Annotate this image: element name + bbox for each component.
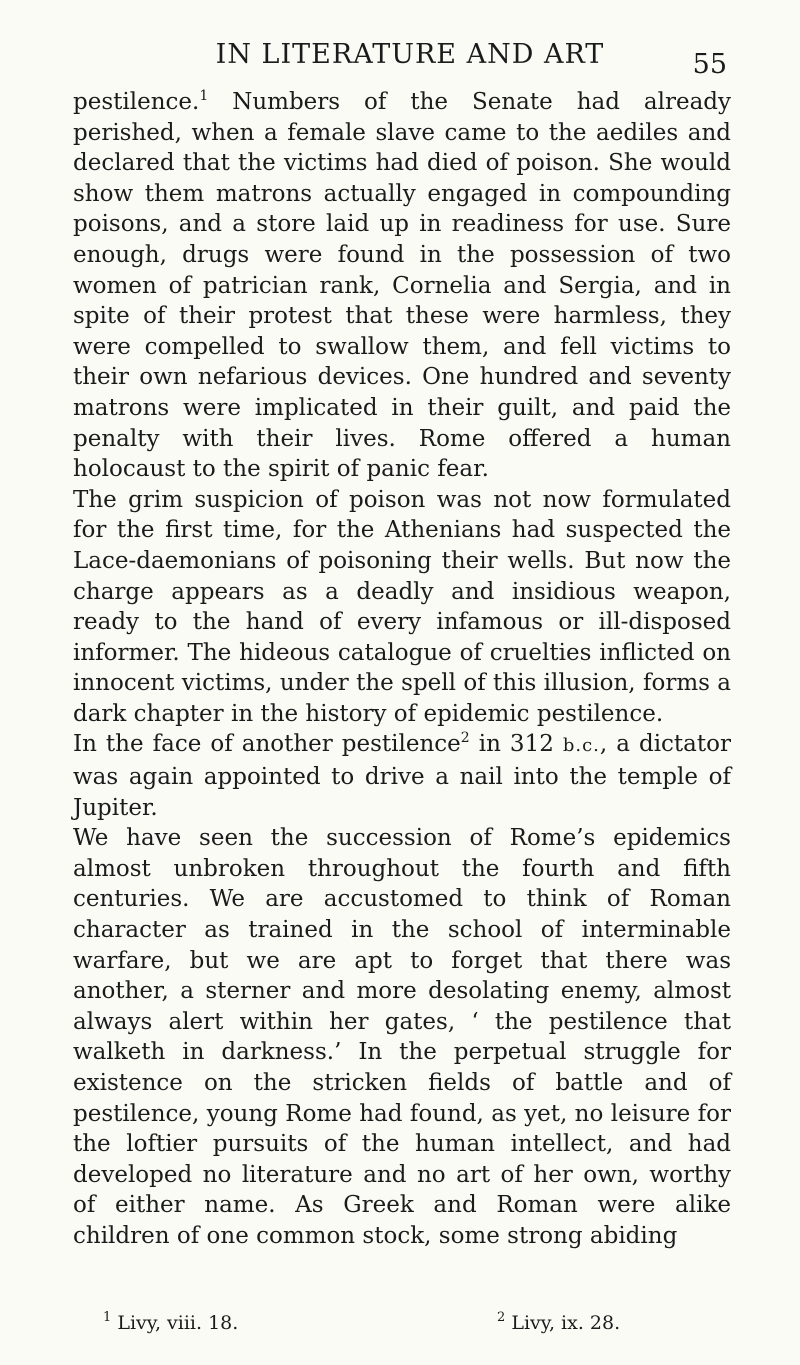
footnote-ref-2: 2 — [460, 730, 470, 747]
paragraph-3 — [73, 729, 731, 823]
paragraph-3-start: In the face of another pestilence — [73, 731, 461, 758]
footnote-1-mark: 1 — [103, 1310, 112, 1325]
paragraph-3-rest: , a dictator was again appointed to drive a nail into the temple of Jupiter. — [73, 731, 731, 821]
paragraph-1-start: pestilence. — [73, 89, 200, 115]
footnote-1 — [103, 1310, 238, 1336]
page-number: 55 — [692, 49, 727, 80]
paragraph-4: We have seen the succession of Rome’s epidemics almost unbroken throughout the fourth and fifth centuries. We are accustomed to think of Roman character as trained in the school of interminable warfare, but we are apt to forget that there was another, a sterner and more desolating enemy, almost always alert within her gates, ‘ the pestilence that walketh in darkness.’ In the perpetual struggle for existence on the stricken fields of battle and of pestilence, young Rome had found, as yet, no leisure for the loftier pursuits of the human intellect, and had developed no literature and no art of her own, worthy of either name. As Greek and Roman were alike children of one common stock, some strong abiding — [73, 825, 731, 1249]
paragraph-1 — [73, 87, 731, 485]
body-text — [73, 87, 731, 1252]
footnote-1-text: Livy, viii. 18. — [111, 1312, 239, 1334]
footnote-2-mark: 2 — [497, 1310, 506, 1325]
footnote-ref-1: 1 — [199, 88, 209, 104]
paragraph-2: The grim suspicion of poison was not now formulated for the first time, for the Athenians had suspected the Lace-daemonians of poisoning their wells. But now the charge appears as a deadly and insidious weapon, ready to the hand of every infamous or ill-disposed informer. The hideous catalogue of cruelties inflicted on innocent victims, under the spell of this illusion, forms a dark chapter in the history of epidemic pestilence. — [73, 486, 731, 727]
footnote-2 — [497, 1310, 620, 1336]
paragraph-1-rest: Numbers of the Senate had already perished, when a female slave came to the aediles and declared that the victims had died of poison. She would show them matrons actually engaged in compounding poisons, and a store laid up in readiness for use. Sure enough, drugs were found in the possession of two women of patrician rank, Cornelia and Sergia, and in spite of their protest that these were harmless, they were compelled to swallow them, and fell victims to their own nefarious devices. One hundred and seventy matrons were implicated in their guilt, and paid the penalty with their lives. Rome offered a human holocaust to the spirit of panic fear. — [73, 89, 731, 483]
footnote-2-text: Livy, ix. 28. — [505, 1312, 621, 1334]
era-abbreviation: b.c. — [562, 735, 600, 757]
paragraph-3-middle: in 312 — [469, 731, 563, 758]
running-head: IN LITERATURE AND ART — [215, 39, 605, 70]
